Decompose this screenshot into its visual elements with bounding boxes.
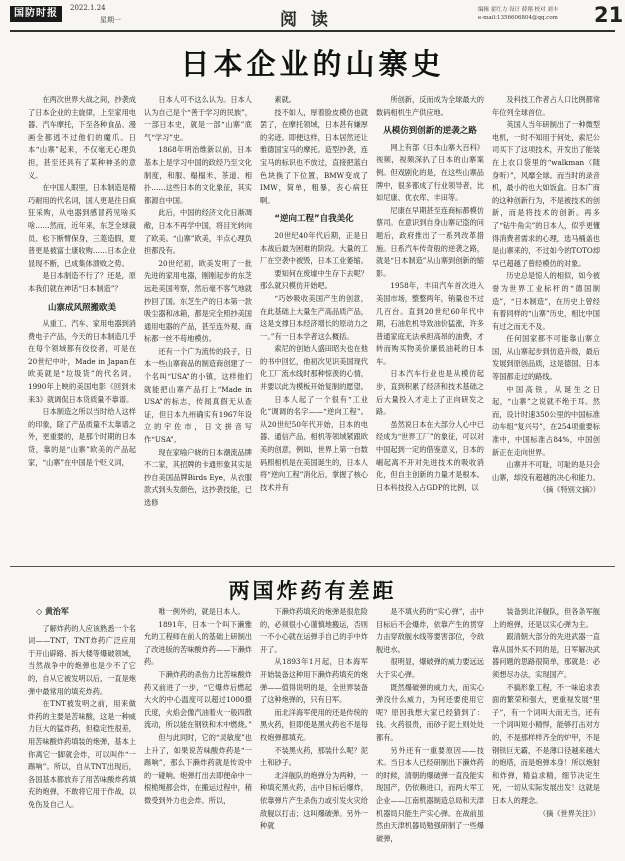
paragraph: 此后，中国的经济文化日渐凋敝，日本不再学中国，将目光转向了欧美。“山寨”欧美，半点心理负担都没有。: [144, 208, 252, 256]
author-byline: [36, 606, 136, 619]
paragraph: 日本汽车行业也是从模仿起步，直到积累了经济和技术基础之后大量投入才走上了正向研发之路。: [376, 369, 484, 417]
issue-date: 2022.1.24: [70, 4, 106, 12]
paragraph: 从重工、汽车、家用电器到消费电子产品，今天的日本制造几乎在每个领域都有佼佼者，可是在20世纪中叶，Made in Japan在欧美就是“垃圾货”的代名词，1990年上映的美国电影《回到未来3》就调侃日本货质量不靠谱。: [28, 319, 136, 404]
article-2-column-1: [28, 606, 136, 856]
article-1-column-5: [492, 94, 600, 556]
paragraph: 网上有部《日本山寨大百科》视频，视频深扒了日本的山寨案例。但戏剧化的是，在这些山寨品牌中，很多都成了行业领导者，比如尼康、优衣库、丰田等。: [376, 142, 484, 203]
paragraph: 历史总是惊人的相似，如今被誉为世界工业标杆的“德国制造”，“日本制造”，在历史上曾经有着同样的“山寨”历史，相比中国有过之而无不及。: [492, 271, 600, 331]
editor-names: 编辑 霍红力 设计 薛翔 校对 刘丰: [478, 7, 559, 13]
article-2-title: 两国炸药有差距: [228, 579, 397, 603]
paragraph: 1891年，日本一个叫下濑雅允的工程师在前人的基础上研制出了改进版的苦味酸炸药——下濑炸药。: [144, 619, 252, 667]
paragraph: 20世纪40年代后期，正是日本战后最为困难的阶段。大量的工厂在空袭中被毁，日本工业萎缩。: [260, 230, 368, 266]
author-name: 黄治军: [44, 607, 69, 616]
paragraph: 既然爆破弹的威力大，而实心弹没什么威力，为何还要使用它呢？原因我想大家已经猜到了：钱。火药很贵，而砂子泥土则处处都有。: [376, 682, 484, 742]
subheading: 从模仿到创新的逆袭之路: [383, 126, 477, 137]
article-2-column-5: [492, 606, 600, 856]
paragraph: 是不填火药的“实心弹”，击中目标后不会爆炸，依靠产生的贯穿力击穿敌舰水线等要害部位，令敌舰进水。: [376, 607, 484, 654]
paragraph: 20世纪初，欧美发明了一批先进的家用电器，刚刚起步的东芝远赴美国考察，然后毫不客气地就抄回了国。东芝生产的日本第一款吸尘器和冰箱，都是完全照抄美国通用电器的产品，甚至连外观、商标都一丝不苟地模仿。: [144, 258, 252, 344]
paragraph: 是日本制造不行了？还是，原本我们就在神话“日本制造”？: [28, 271, 136, 293]
section-title: 阅 读: [280, 10, 332, 30]
subheading: 山寨成风照搬欧美: [47, 302, 116, 313]
newspaper-logo: 国防时报: [10, 6, 62, 22]
paragraph: 不装黑火药，那装什么呢？泥土和砂子。: [260, 745, 368, 768]
paragraph: 在中国人眼里，日本制造是精巧耐用的代名词，国人更是往日疯狂采购，从电器到感冒药见啥买啥……然而，近年来，东芝全球裁员、松下断臂保身，三菱造假，夏普更是被富士康收购……日本企业显现不断，已成集体溃败之势。: [28, 183, 136, 268]
article-1-column-3: [260, 94, 368, 556]
paragraph: 从1893年1月起，日本海军开始装备这种用下濑炸药填充的炮弹——值得说明的是，全世界装备了这种炮弹的，只有日军。: [260, 657, 368, 705]
issue-weekday: 星期一: [100, 16, 121, 24]
paragraph: 尼康在早期甚至连商标都模仿蔡司。在意识到自身山寨记盗的问题后，政府推出了一系列改革措施。日系汽车传奇般的逆袭之路，就是“日本制造”从山寨到创新的缩影。: [376, 205, 484, 278]
paragraph: 索尼的创始人盛田昭夫也在他的书中回忆，他初次见识美国现代化工厂流水线时那种惊羡的心情，并要以此为模板开始复制的愿望。: [260, 344, 368, 392]
article-1-column-2: [144, 94, 252, 556]
paragraph: 山寨并不可耻，可耻的是只会山寨，却没有超越的决心和能力。: [492, 460, 600, 482]
header-rule: [10, 30, 615, 32]
article-1-title: 日本企业的山寨史: [180, 47, 445, 81]
paragraph: 在TNT被发明之前，用来做炸药的主要是苦味酸，这是一种威力巨大的猛炸药，但稳定性很差，用苦味酸炸药填装的炮弹，基本上你离它一脚就会炸，可以叫作“一踢响”。所以，自从TNT出现后，各国基本都放弃了用苦味酸炸药填充的炮弹，不敢将它用于作战，以免伤及自己人。: [28, 699, 136, 809]
article-2-column-2: [144, 606, 252, 856]
article-1-column-4: [376, 94, 484, 556]
paragraph: 而北洋海军使用的还是传统的黑火药，但即使是黑火药也不是每枚炮弹都填充。: [260, 707, 368, 742]
paragraph: 日本人可不这么认为。日本人认为自己是个“善于学习的民族”，一部日本史，就是一部“山寨”底气“学习”史。: [144, 95, 252, 142]
paragraph: 在两次世界大战之间，抄袭成了日本企业的主旋律，上至家用电器、汽车摩托，下至各种食品、漫画全都逃不过他们的魔爪。日本“山寨”起来，不仅毫无心理负担，甚至还具有了某种神圣的意义。: [28, 95, 136, 180]
paragraph: 虽然说日本在大部分人心中已经成为“世界工厂”的象征，可以对中国起到一定的借鉴意义，日本的崛起离不开对先进技术的吸收消化，但自主创新的力量才是根本。日本科技投入占GDP的比例，以: [376, 419, 484, 492]
paragraph: 日本人起了一个很有“工业化”调调的名字——“逆向工程”。从20世纪50年代开始，日本的电器、通信产品、相机等领域紧跟欧美的创意，例如，世界上第一台数码照相机是在美国诞生的，日本人将“逆向工程”消化后，掌握了核心技术并有: [260, 394, 368, 492]
editor-credits: [478, 6, 598, 22]
masthead: [0, 0, 625, 36]
paragraph: 还有一个广为流传的段子，日本一些山寨商品的制造商创建了一个名叫“USA”的小镇，这样他们就能把山寨产品打上“Made in USA”的标志，传闻真假无从查证，但日本九州确实有1967年设立的宇佐市，日文拼音写作“USA”。: [144, 346, 252, 445]
paragraph: 任何国家都不可能靠山寨立国，从山寨起步到仿造升级，最后发展到原创品质，这是德国、日本等国都走过的路线。: [492, 334, 600, 382]
source-credit: （摘《世界关注》）: [538, 808, 600, 818]
article-2-column-4: [376, 606, 484, 856]
paragraph: 及科技工作者占人口比例都常年位列全球首位。: [492, 95, 600, 117]
paragraph: 所创新，反而成为全球最大的数码相机生产供应地。: [376, 95, 484, 117]
paragraph: 不搞形象工程，不一味追求表面的繁荣和强大，更重视发展“里子”，有一个词叫大而无当，还有一个词叫短小精悍，能够打击对方的，不是那样样齐全的炉甲，不是钢铁巨无霸，不是薄口径越来越大的炮塔，而是炮弹本身！所以炮射和炸弹，精益求精，细节决定生死，一切从实际发展出发！这就是日本人的理念。: [492, 682, 600, 805]
source-credit: （摘《特别文摘》）: [538, 485, 600, 495]
paragraph: 另外还有一重要原因——技术。当日本人已经研制出下濑炸药的时候，清朝的爆破弹一直没能实现国产，仍依赖进口，而两大军工企业——江南机器制造总局和天津机器局只能生产实心弹。在战前虽然由天津机器局勉强研制了一些爆破弹，: [376, 745, 484, 843]
article-2-column-3: [260, 606, 368, 856]
paragraph: 下濑炸药填充的炮弹是很危险的，必须很小心谨慎地搬运，否则一不小心就在运弹手自己的手中炸开了。: [260, 607, 368, 654]
subheading: “逆向工程”自我美化: [274, 214, 354, 225]
paragraph: 1868年明治维新以前，日本基本上是学习中国的政经乃至文化制度，和服、榻榻米、茶道、相扑……这些日本的文化象征，其实都源自中国。: [144, 145, 252, 205]
article-divider: [10, 566, 615, 567]
paragraph: “巧妙吸收美国产生的创意，在此基础上大量生产高品质产品，这是支撑日本经济增长的原动力之一。”有一日本学者这么概括。: [260, 293, 368, 341]
paragraph: 很明显，爆破弹的威力要远远大于实心弹。: [376, 657, 484, 679]
paragraph: 唯一例外的，就是日本人。: [158, 607, 245, 616]
paragraph: 跟清朝大部分的先进武器一直靠从国外买不同的是，日军解决武器问题的思路很简单，那就是：必须想尽办法，实现国产。: [492, 632, 600, 679]
paragraph: 要知何在废墟中生存下去呢？那么就只模仿开始吧。: [260, 268, 368, 291]
paragraph: 装备到北洋舰队，但各条军舰上的炮弹，还是以实心弹为主。: [492, 607, 600, 629]
paragraph: 1958年，丰田汽车首次进入美国市场，整整两年，销量也不过几百台。直到20世纪60年代中期，石油危机导致油价猛涨，许多普通家庭无法承担高昂的油费，才转而购买物美价廉低油耗的日本车。: [376, 281, 484, 366]
paragraph: 中国高铁，从诞生之日起，“山寨”之说就不绝于耳。然而，设计时速350公里的中国标准动车组“复兴号”，在254项重要标准中，中国标准占84%，中国创新正在走向世界。: [492, 384, 600, 457]
editor-email: e-mail:1356606804@qq.com: [478, 15, 558, 21]
paragraph: 英国人当年研制出了一种微型电机，一时不知用于何处，索尼公司买下了这项技术，开发出了能装在上衣口袋里的“walkman（随身听）”，风靡全球。而当时的录音机，最小的也大如饭盒。日本广商的这种创新行为，不是被技术的创新，而是将技术的创新。再多了“钻牛角尖”的日本人，似乎更懂得消费者需求的心理，选马桶盖也是山寨来的，不过如今的TOTO却早已超越了曾经模仿的对象。: [492, 120, 600, 268]
byline-marker-icon: ◇: [36, 607, 45, 616]
paragraph: 素就。: [274, 95, 296, 104]
paragraph: 现在家喻户晓的日本潮流品牌不二家，其招牌的卡通形象其实是抄自美国品牌Birds Eye，从衣服款式到头发颜色，这抄袭技能，已选修: [144, 447, 252, 507]
page-number: 21: [594, 3, 624, 27]
paragraph: 下濑炸药的杀伤力比苦味酸炸药又前进了一步，“它爆炸后燃起大火的中心温度可以超过1000摄氏度，火焰会像汽油着火一般四散流动，所以能在钢铁和木中燃烧。”: [144, 669, 252, 730]
article-1-column-1: [28, 94, 136, 556]
paragraph: 了解炸药的人应该熟悉一个名词——TNT，TNT炸药广泛应用于开山辟路、拆大楼等爆破领域，当然战争中的炮弹也是少不了它的，自从它被发明以后，一直是炮弹中最常用的填充炸药。: [28, 623, 136, 696]
paragraph: 但与此同时，它的“灵敏度”也上升了，如果说苦味酸炸药是“一踢响”，那么下濑炸药就是传说中的一碰响。炮弹打出去即便命中一根桅绳都会炸，在搬运过程中，稍微受到外力也会炸。所以，: [144, 732, 252, 805]
paragraph: 日本制造之所以当时给人这样的印象，除了产品质量不太靠谱之外，更重要的，是那个时期的日本货，靠的是“山寨”欧美的产品起家，“山寨”在中国是个贬义词，: [28, 407, 136, 467]
paragraph: 北洋舰队的炮弹分为两种，一种填充黑火药，击中目标后爆炸，依靠弹片产生杀伤力或引发火灾给敌舰以打击；这叫爆破弹。另外一种就: [260, 770, 368, 831]
paragraph: 技不如人，厚着脸皮模仿也就罢了，在摩托领域，日本甚有嫌厚的劣迹。即便这样，日本居然还让雅德国宝马的摩托。造型抄袭，连宝马的标识也不放过，直接把蓝白色块换了下位置，BMW变成了IMW，简单，粗暴，丧心病狂啊。: [260, 107, 368, 205]
